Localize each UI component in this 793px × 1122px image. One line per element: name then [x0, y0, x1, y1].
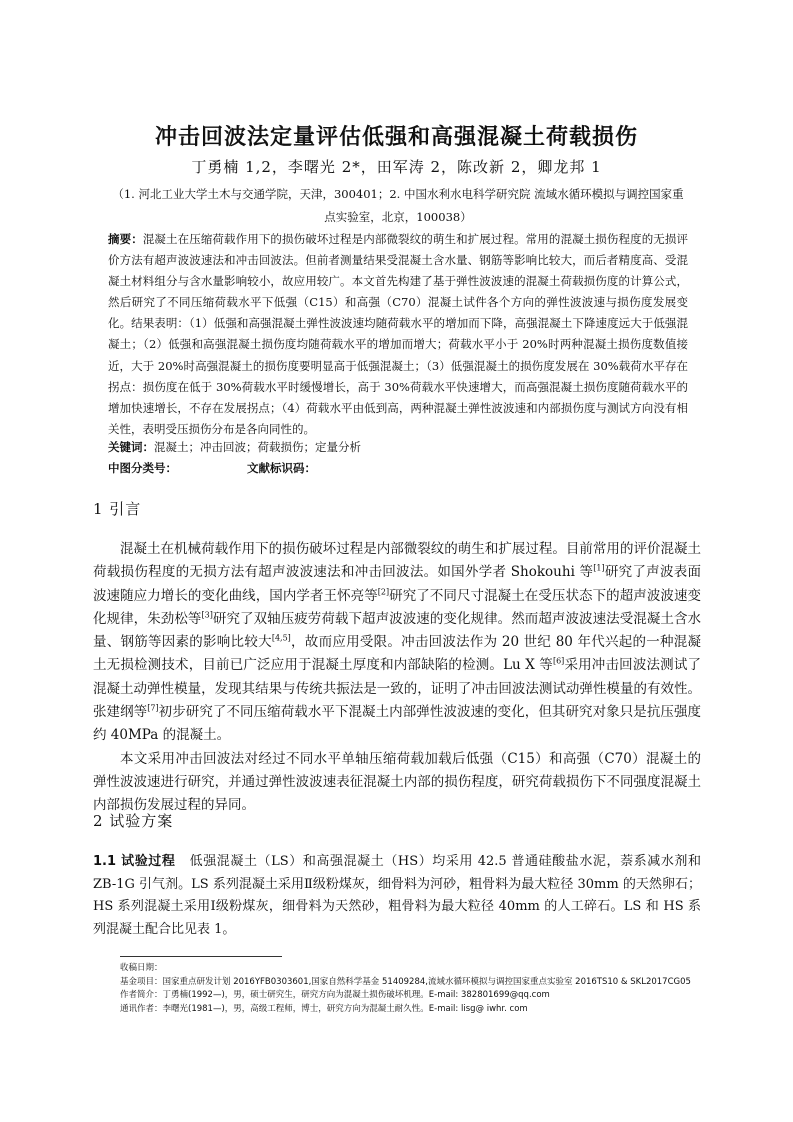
paper-title: 冲击回波法定量评估低强和高强混凝土荷载损伤: [154, 125, 638, 150]
subsection-text: 低强混凝土（LS）和高强混凝土（HS）均采用 42.5 普通硅酸盐水泥，萘系减水剂和 ZB-1G 引气剂。LS 系列混凝土采用Ⅱ级粉煤灰，细骨料为河砂，粗骨料为最大粒径 30mm 的天然卵石；HS 系列混凝土采用Ⅰ级粉煤灰，细骨料为天然砂，粗骨料为最大粒径 40mm 的人工碎石。LS 和 HS 系列混凝土配合比见表 1。: [93, 854, 701, 937]
keywords: [108, 439, 688, 455]
abstract-label: 摘要：: [108, 232, 143, 246]
citation: [7]: [147, 703, 159, 713]
introduction-paragraph-1: [93, 538, 701, 748]
keywords-text: 混凝土；冲击回波；荷载损伤；定量分析: [154, 440, 361, 454]
footnote-fund: 基金项目：国家重点研发计划 2016YFB0303601,国家自然科学基金 51409284,流域水循环模拟与调控国家重点实验室 2016TS10 & SKL2017CG05: [120, 976, 691, 987]
author-list: 丁勇楠 1,2，李曙光 2*，田军涛 2，陈改新 2，卿龙邦 1: [191, 158, 602, 176]
footnote-divider: [120, 956, 282, 957]
affiliation: （1. 河北工业大学土木与交通学院，天津，300401；2. 中国水利水电科学研究院 流域水循环模拟与调控国家重点实验室，北京，100038）: [112, 187, 684, 224]
text-run: 研究了不同尺寸混凝土在受压状态下的超声波波速变化规律，朱劲松等: [93, 587, 702, 627]
section-heading-introduction: 1 引言: [93, 500, 142, 518]
text-run: 混凝土在机械荷载作用下的损伤破坏过程是内部微裂纹的萌生和扩展过程。目前常用的评价混凝土荷载损伤程度的无损方法有超声波波速法和冲击回波法。如国外学者 Shokouhi 等: [93, 541, 701, 581]
citation: [1]: [593, 563, 605, 573]
footnote-author: 作者简介：丁勇楠(1992—)，男，硕士研究生，研究方向为混凝土损伤破坏机理。E-mail: 382801699@qq.com: [120, 990, 550, 1000]
clc-label: 中图分类号：: [108, 461, 177, 475]
doc-code-label: 文献标识码：: [247, 461, 316, 475]
section-heading-experiment: 2 试验方案: [93, 812, 174, 830]
subsection-procedure: [93, 851, 701, 941]
text-run: 初步研究了不同压缩荷载水平下混凝土内部弹性波波速的变化，但其研究对象只是抗压强度约 40MPa 的混凝土。: [93, 704, 702, 744]
citation: [6]: [552, 656, 565, 666]
text-run: 采用冲击回波法测试了混凝土动弹性模量，发现其结果与传统共振法是一致的，证明了冲击回波法测试动弹性模量的有效性。张建纲等: [93, 657, 701, 721]
citation: [4,5]: [271, 633, 291, 643]
introduction-body: [93, 538, 701, 818]
text-run: ，故而应用受限。冲击回波法作为 20 世纪 80 年代兴起的一种混凝土无损检测技术，目前已广泛应用于混凝土厚度和内部缺陷的检测。Lu X 等: [93, 634, 701, 674]
footnotes: [120, 962, 705, 1016]
footnote-received: 收稿日期：: [120, 963, 163, 973]
footnote-corresponding: 通讯作者：李曙光(1981—)，男，高级工程师，博士，研究方向为混凝土耐久性。E-mail: lisg@ iwhr. com: [120, 1003, 528, 1014]
citation: [2]: [377, 587, 390, 597]
text-run: 研究了双轴压疲劳荷载下超声波波速的变化规律。然而超声波波速法受混凝土含水量、钢筋等因素的影响比较大: [93, 610, 702, 651]
text-run: 研究了声波表面波速随应力增长的变化曲线，国内学者王怀亮等: [93, 564, 702, 604]
citation: [3]: [201, 610, 213, 620]
abstract-text: 混凝土在压缩荷载作用下的损伤破坏过程是内部微裂纹的萌生和扩展过程。常用的混凝土损伤程度的无损评价方法有超声波波速法和冲击回波法。但前者测量结果受混凝土含水量、钢筋等影响比较大，而后者精度高、受混凝土材料组分与含水量影响较小，故应用较广。本文首先构建了基于弹性波波速的混凝土荷载损伤度的计算公式，然后研究了不同压缩荷载水平下低强（C15）和高强（C70）混凝土试件各个方向的弹性波波速与损伤度发展变化。结果表明：（1）低强和高强混凝土弹性波波速均随荷载水平的增加而下降，高强混凝土下降速度远大于低强混凝土；（2）低强和高强混凝土损伤度均随荷载水平的增加而增大；荷载水平小于 20%时两种混凝土损伤度数值接近，大于 20%时高强混凝土的损伤度要明显高于低强混凝土；（3）低强混凝土的损伤度发展在 30%载荷水平存在拐点：损伤度在低于 30%荷载水平时缓慢增长，高于 30%荷载水平快速增大，而高强混凝土损伤度随荷载水平的增加快速增长，不存在发展拐点；（4）荷载水平由低到高，两种混凝土弹性波波速和内部损伤度与测试方向没有相关性，表明受压损伤分布是各向同性的。: [108, 232, 689, 436]
classification-line: [108, 460, 688, 476]
abstract: [108, 229, 688, 440]
introduction-paragraph-2: 本文采用冲击回波法对经过不同水平单轴压缩荷载加载后低强（C15）和高强（C70）混凝土的弹性波波速进行研究，并通过弹性波波速表征混凝土内部的损伤程度，研究荷载损伤下不同强度混凝土内部损伤发展过程的异同。: [93, 750, 701, 814]
subsection-label: 1.1 试验过程: [93, 854, 176, 869]
keywords-label: 关键词：: [108, 440, 154, 454]
